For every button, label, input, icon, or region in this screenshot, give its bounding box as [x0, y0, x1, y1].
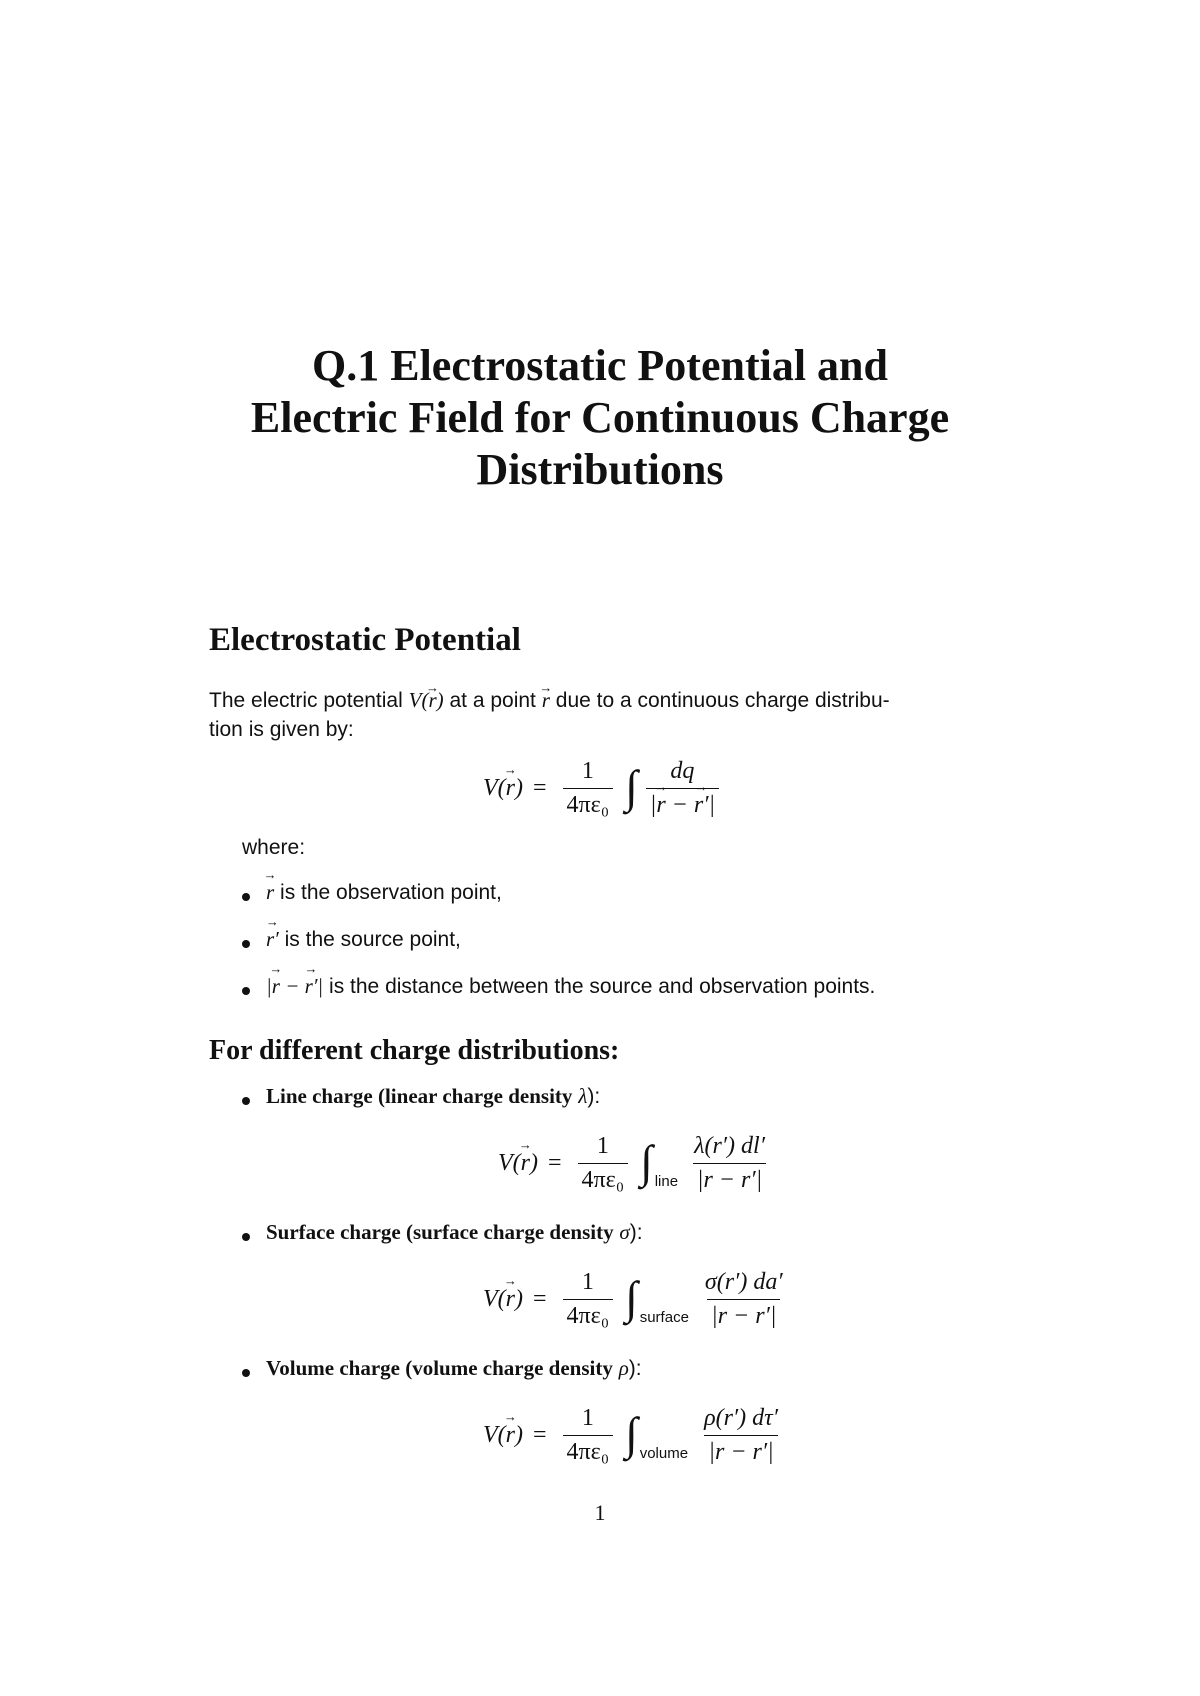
bullet-dot	[242, 1233, 250, 1241]
formula-surface-charge	[483, 1269, 793, 1330]
bullet-text: is the observation point,	[280, 881, 502, 904]
bullet-dot	[242, 1369, 250, 1377]
integral-subscript: surface	[639, 1309, 689, 1326]
item-volume-charge	[266, 1356, 642, 1381]
integrand-denominator: |r − r′|	[704, 1435, 777, 1466]
page-title	[0, 340, 1200, 496]
integral-subscript: volume	[639, 1445, 689, 1462]
title-line-2: Electric Field for Continuous Charge	[250, 393, 950, 442]
formula-volume-charge	[483, 1405, 788, 1466]
equals-sign: =	[533, 775, 547, 801]
integral-sign: ∫	[640, 1135, 653, 1187]
symbol-V-of-r: V(r →)	[409, 688, 444, 712]
item-surface-charge	[266, 1220, 643, 1245]
where-label: where:	[242, 836, 306, 859]
intro-text-a: The electric potential	[209, 689, 403, 712]
bullet-distance	[266, 974, 875, 999]
bullet-observation-point	[266, 880, 502, 905]
title-line-3: Distributions	[476, 445, 724, 494]
prefactor-denominator: 4πε₀	[563, 1299, 614, 1330]
item-line-charge	[266, 1084, 600, 1109]
bullet-source-point	[266, 927, 461, 952]
integral-sign: ∫	[625, 1271, 638, 1323]
section-heading-distributions: For different charge distributions:	[209, 1035, 620, 1066]
intro-line-1	[209, 686, 890, 715]
formula-lhs: V(r →)	[483, 1422, 523, 1449]
equals-sign: =	[533, 1422, 547, 1448]
symbol-lambda: λ	[578, 1084, 588, 1108]
prefactor-numerator: 1	[596, 1133, 609, 1159]
prefactor-denominator: 4πε₀	[578, 1163, 629, 1194]
intro-text-b: at a point	[449, 689, 536, 712]
title-line-1: Q.1 Electrostatic Potential and	[312, 341, 888, 390]
formula-potential	[483, 758, 725, 819]
page-number: 1	[594, 1500, 606, 1525]
fraction-prefactor	[578, 1133, 629, 1194]
formula-lhs: V(r →)	[483, 775, 523, 802]
bullet-text: is the distance between the source and observation points.	[329, 975, 876, 998]
intro-text-c: due to a continuous charge distribu-	[555, 689, 890, 712]
section-heading-potential: Electrostatic Potential	[209, 622, 521, 658]
fraction-integrand	[700, 1405, 782, 1466]
bullet-text: is the source point,	[284, 928, 461, 951]
prefactor-numerator: 1	[581, 1269, 594, 1295]
fraction-prefactor	[563, 758, 614, 819]
integrand-denominator: |r → − r′ →|	[646, 788, 719, 819]
prefactor-denominator: 4πε₀	[563, 788, 614, 819]
symbol-r-prime: r′ →	[266, 927, 279, 952]
formula-line-charge	[498, 1133, 775, 1194]
integral-sign: ∫	[625, 760, 638, 812]
bullet-dot	[242, 893, 250, 901]
integral-subscript: line	[654, 1173, 679, 1190]
integrand-numerator: ρ(r′) dτ′	[704, 1405, 779, 1431]
item-suffix: ):	[629, 1221, 643, 1244]
integral-sign: ∫	[625, 1407, 638, 1459]
fraction-integrand	[646, 758, 719, 819]
symbol-sigma: σ	[619, 1220, 630, 1244]
symbol-r: r →	[266, 880, 274, 905]
fraction-integrand	[701, 1269, 787, 1330]
bullet-dot	[242, 987, 250, 995]
equals-sign: =	[533, 1286, 547, 1312]
item-label: Surface charge (surface charge density	[266, 1220, 614, 1244]
prefactor-numerator: 1	[581, 758, 594, 784]
integrand-numerator: λ(r′) dl′	[694, 1133, 765, 1159]
intro-line-2: tion is given by:	[209, 718, 354, 741]
formula-lhs: V(r →)	[498, 1150, 538, 1177]
fraction-integrand	[690, 1133, 769, 1194]
item-label: Line charge (linear charge density	[266, 1084, 573, 1108]
prefactor-denominator: 4πε₀	[563, 1435, 614, 1466]
integrand-numerator: dq	[670, 758, 695, 784]
integrand-denominator: |r − r′|	[693, 1163, 766, 1194]
symbol-r: r →	[542, 686, 550, 715]
item-suffix: ):	[628, 1357, 642, 1380]
symbol-distance: |r → − r′ →|	[266, 974, 323, 998]
fraction-prefactor	[563, 1269, 614, 1330]
integrand-numerator: σ(r′) da′	[704, 1269, 783, 1295]
integrand-denominator: |r − r′|	[707, 1299, 780, 1330]
bullet-dot	[242, 1097, 250, 1105]
symbol-rho: ρ	[618, 1356, 629, 1380]
fraction-prefactor	[563, 1405, 614, 1466]
prefactor-numerator: 1	[581, 1405, 594, 1431]
equals-sign: =	[548, 1150, 562, 1176]
formula-lhs: V(r →)	[483, 1286, 523, 1313]
item-suffix: ):	[587, 1085, 601, 1108]
bullet-dot	[242, 940, 250, 948]
item-label: Volume charge (volume charge density	[266, 1356, 613, 1380]
